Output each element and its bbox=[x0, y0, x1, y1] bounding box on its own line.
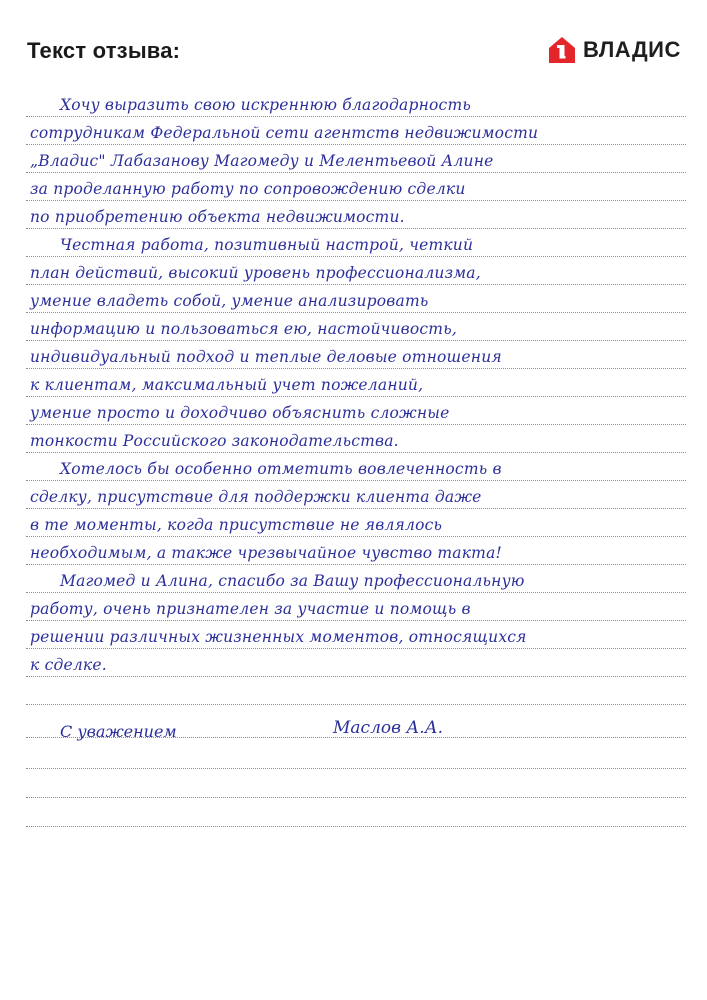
review-line: индивидуальный подход и теплые деловые отношения bbox=[30, 348, 502, 366]
review-line: план действий, высокий уровень профессионализма, bbox=[30, 264, 481, 282]
review-line: Хотелось бы особенно отметить вовлеченность в bbox=[60, 460, 502, 478]
review-line: сделку, присутствие для поддержки клиента даже bbox=[30, 488, 482, 506]
review-line: необходимым, а также чрезвычайное чувство такта! bbox=[30, 544, 502, 562]
review-line: по приобретению объекта недвижимости. bbox=[30, 208, 405, 226]
review-heading: Текст отзыва: bbox=[27, 38, 181, 63]
review-line: Честная работа, позитивный настрой, четкий bbox=[60, 236, 474, 254]
review-line: умение просто и доходчиво объяснить сложные bbox=[30, 404, 450, 422]
review-line: „Владис" Лабазанову Магомеду и Мелентьевой Алине bbox=[30, 152, 494, 170]
review-line: в те моменты, когда присутствие не являлось bbox=[30, 516, 443, 534]
signature: Маслов А.А. bbox=[333, 718, 443, 738]
review-line: работу, очень признателен за участие и помощь в bbox=[30, 600, 471, 618]
brand-name: ВЛАДИС bbox=[583, 37, 681, 62]
review-line: умение владеть собой, умение анализировать bbox=[30, 292, 429, 310]
review-line: сотрудникам Федеральной сети агентств недвижимости bbox=[30, 124, 539, 142]
review-line: к сделке. bbox=[30, 656, 107, 674]
review-line: к клиентам, максимальный учет пожеланий, bbox=[30, 376, 424, 394]
closing-phrase: С уважением bbox=[60, 722, 177, 741]
review-line: Магомед и Алина, спасибо за Вашу профессиональную bbox=[60, 572, 525, 590]
review-line: Хочу выразить свою искреннюю благодарность bbox=[60, 96, 471, 114]
review-line: решении различных жизненных моментов, относящихся bbox=[30, 628, 527, 646]
review-line: тонкости Российского законодательства. bbox=[30, 432, 399, 450]
review-line: за проделанную работу по сопровождению сделки bbox=[30, 180, 466, 198]
review-line: информацию и пользоваться ею, настойчивость, bbox=[30, 320, 457, 338]
